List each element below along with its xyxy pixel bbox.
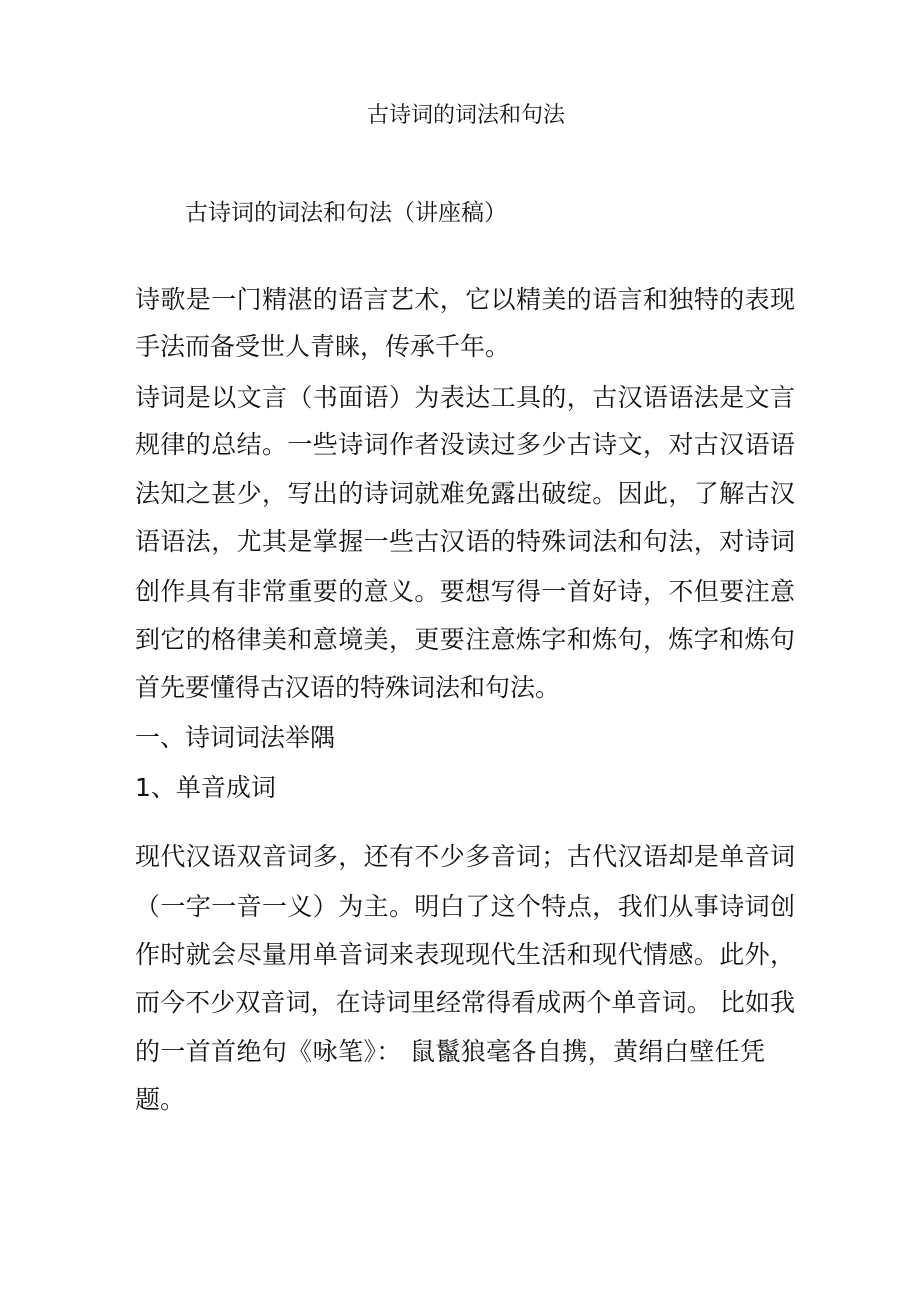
section-heading: 一、诗词词法举隅 [135, 723, 336, 752]
document-subtitle: 古诗词的词法和句法（讲座稿） [185, 200, 507, 226]
paragraph-line: 而今不少双音词，在诗词里经常得看成两个单音词。 比如我 [135, 988, 795, 1017]
paragraph-line: 诗词是以文言（书面语）为表达工具的，古汉语语法是文言 [135, 383, 795, 412]
paragraph-line: （一字一音一义）为主。明白了这个特点，我们从事诗词创 [135, 892, 795, 921]
paragraph-line: 创作具有非常重要的意义。要想写得一首好诗，不但要注意 [135, 577, 795, 606]
paragraph-line: 作时就会尽量用单音词来表现现代生活和现代情感。此外， [135, 940, 795, 969]
paragraph-line: 到它的格律美和意境美，更要注意炼字和炼句，炼字和炼句 [135, 625, 795, 654]
paragraph-line: 题。 [135, 1085, 186, 1114]
paragraph-line: 法知之甚少，写出的诗词就难免露出破绽。因此，了解古汉 [135, 479, 795, 508]
paragraph-line: 的一首首绝句《咏笔》： 鼠鬣狼毫各自携，黄绢白壁任凭 [135, 1037, 765, 1066]
paragraph-line: 诗歌是一门精湛的语言艺术，它以精美的语言和独特的表现 [135, 285, 795, 314]
subsection-heading: 1、单音成词 [135, 773, 276, 802]
paragraph-line: 首先要懂得古汉语的特殊词法和句法。 [135, 673, 561, 702]
paragraph-line: 现代汉语双音词多，还有不少多音词；古代汉语却是单音词 [135, 842, 795, 871]
paragraph-line: 规律的总结。一些诗词作者没读过多少古诗文，对古汉语语 [135, 430, 795, 459]
document-title: 古诗词的词法和句法 [366, 103, 565, 128]
paragraph-line: 语语法，尤其是掌握一些古汉语的特殊词法和句法，对诗词 [135, 527, 795, 556]
paragraph-line: 手法而备受世人青睐，传承千年。 [135, 332, 511, 361]
